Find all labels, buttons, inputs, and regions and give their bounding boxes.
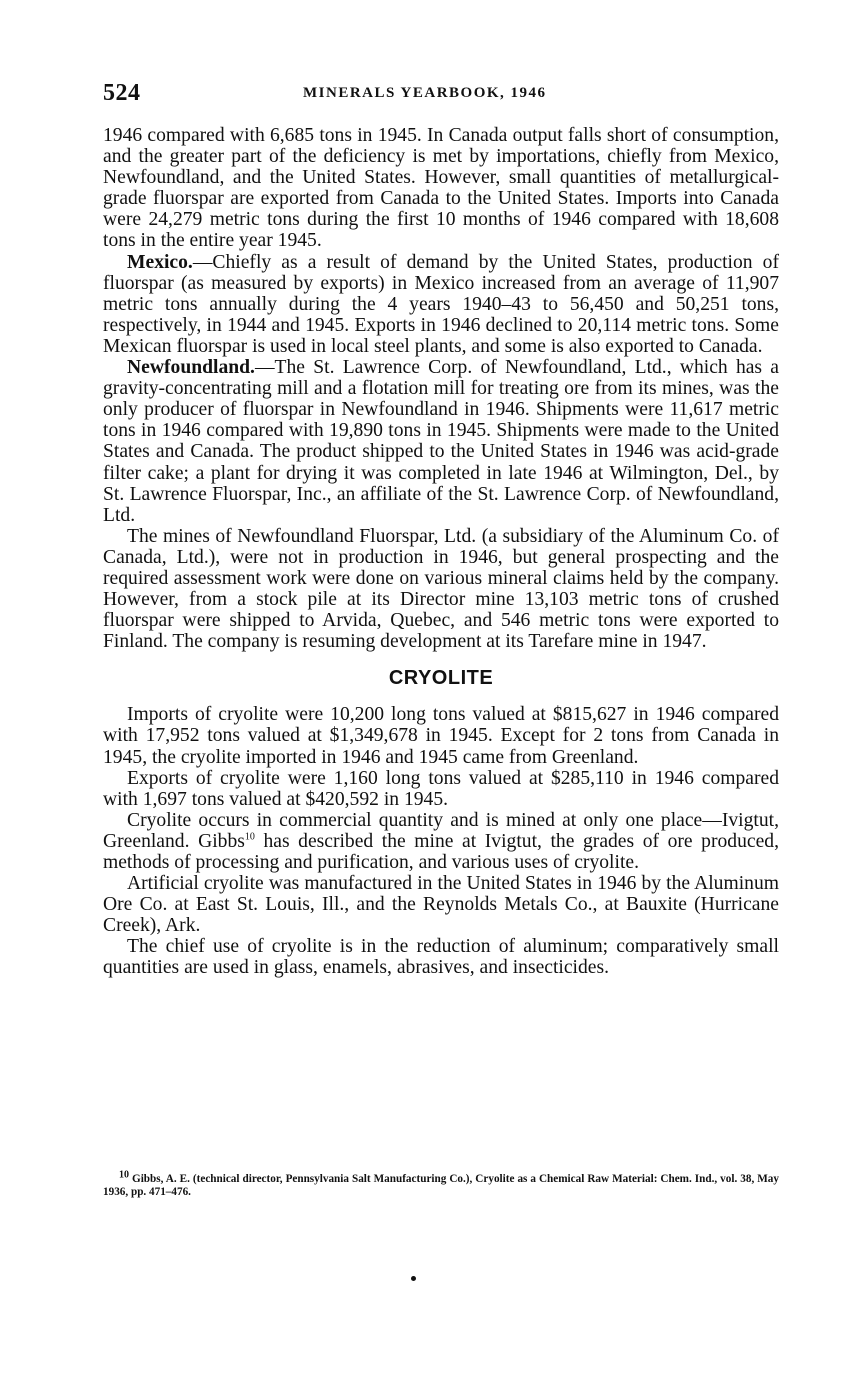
page-header <box>103 80 779 108</box>
footnote <box>103 1169 779 1199</box>
footnote-reference: 10 <box>244 831 255 843</box>
mexico-text: —Chiefly as a result of demand by the United States, production of fluorspar (as measured by exports) in Mexico increased from an average of 11,907 metric tons annually during the 4 years 1940–43 to 56,450 and 50,251 tons, respectively, in 1944 and 1945. Exports in 1946 declined to 20,114 metric tons. Some Mexican fluorspar is used in local steel plants, and some is also exported to Canada. <box>103 251 779 357</box>
footnote-text: Gibbs, A. E. (technical director, Pennsylvania Salt Manufacturing Co.), Cryolite as a Chemical Raw Material: Chem. Ind., vol. 38, May 1936, pp. 471–476. <box>103 1173 779 1198</box>
paragraph-cryolite-exports: Exports of cryolite were 1,160 long tons valued at $285,110 in 1946 compared with 1,697 tons valued at $420,592 in 1945. <box>103 767 779 810</box>
running-title: MINERALS YEARBOOK, 1946 <box>303 85 547 101</box>
paragraph-mexico <box>103 252 779 357</box>
occurrence-text-after: has described the mine at Ivigtut, the grades of ore produced, methods of processing and purification, and various uses of cryolite. <box>103 830 779 873</box>
body-text <box>103 125 779 979</box>
mexico-run-in-heading: Mexico. <box>127 251 193 273</box>
paragraph-canada-continued: 1946 compared with 6,685 tons in 1945. In Canada output falls short of consumption, and the greater part of the deficiency is met by importations, chiefly from Mexico, Newfoundland, and the United States. However, small quantities of metallurgical-grade fluorspar are exported from Canada to the United States. Imports into Canada were 24,279 metric tons during the first 10 months of 1946 compared with 18,608 tons in the entire year 1945. <box>103 125 779 252</box>
page-number: 524 <box>103 80 141 106</box>
section-heading-cryolite: CRYOLITE <box>388 667 494 690</box>
paragraph-cryolite-occurrence <box>103 810 779 873</box>
newfoundland-text: —The St. Lawrence Corp. of Newfoundland, Ltd., which has a gravity-concentrating mill and a flotation mill for treating ore from its mines, was the only producer of fluorspar in Newfoundland in 1946. Shipments were 11,617 metric tons in 1946 compared with 19,890 tons in 1945. Shipments were made to the United States and Canada. The product shipped to the United States in 1946 was acid-grade filter cake; a plant for drying it was completed in late 1946 at Wilmington, Del., by St. Lawrence Fluorspar, Inc., an affiliate of the St. Lawrence Corp. of Newfoundland, Ltd. <box>103 357 779 526</box>
footnote-marker: 10 <box>119 1169 129 1181</box>
paragraph-artificial-cryolite: Artificial cryolite was manufactured in the United States in 1946 by the Aluminum Ore Co. at East St. Louis, Ill., and the Reynolds Metals Co., at Bauxite (Hurricane Creek), Ark. <box>103 873 779 937</box>
paragraph-cryolite-imports: Imports of cryolite were 10,200 long tons valued at $815,627 in 1946 compared with 17,952 tons valued at $1,349,678 in 1945. Except for 2 tons from Canada in 1945, the cryolite imported in 1946 and 1945 came from Greenland. <box>103 704 779 768</box>
print-speck <box>411 1276 416 1281</box>
paragraph-newfoundland <box>103 357 779 526</box>
newfoundland-run-in-heading: Newfoundland. <box>127 357 255 379</box>
paragraph-newfoundland-fluorspar: The mines of Newfoundland Fluorspar, Ltd. (a subsidiary of the Aluminum Co. of Canada, Ltd.), were not in production in 1946, but general prospecting and the required assessment work were done on various mineral claims held by the company. However, from a stock pile at its Director mine 13,103 metric tons of crushed fluorspar were shipped to Arvida, Quebec, and 546 metric tons were exported to Finland. The company is resuming development at its Tarefare mine in 1947. <box>103 525 779 653</box>
paragraph-cryolite-uses: The chief use of cryolite is in the reduction of aluminum; comparatively small quantities are used in glass, enamels, abrasives, and insecticides. <box>103 936 779 979</box>
occurrence-text-before: Cryolite occurs in commercial quantity and is mined at only one place—Ivigtut, Greenland. Gibbs <box>103 809 779 852</box>
